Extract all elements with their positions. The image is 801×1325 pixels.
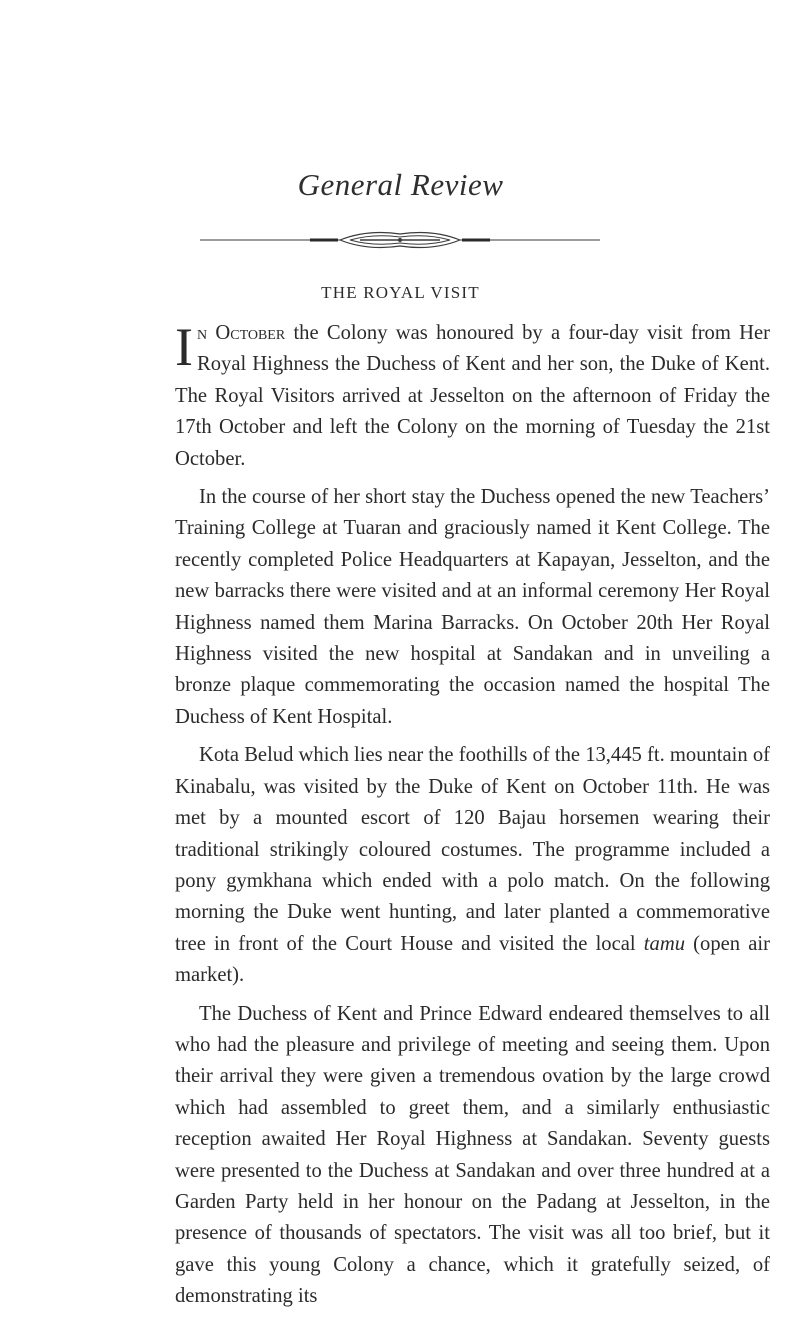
drop-cap: I [175, 317, 193, 377]
paragraph-3 [175, 740, 770, 991]
ornamental-divider [200, 228, 600, 252]
paragraph-2: In the course of her short stay the Duchess opened the new Teachers’ Training College at Tuaran and graciously named it Kent College. The recently completed Police Headquarters at Kapayan, Jesselton, and the new barracks there were visited and at an informal ceremony Her Royal Highness named them Marina Barracks. On October 20th Her Royal Highness visited the new hospital at Sandakan and in unveiling a bronze plaque commemorating the occasion named the hospital The Duchess of Kent Hospital. [175, 486, 770, 728]
paragraph-1 [175, 318, 770, 475]
paragraph-3-text-a: Kota Belud which lies near the foothills of the 13,445 ft. mountain of Kinabalu, was visited by the Duke of Kent on October 11th. He was met by a mounted escort of 120 Bajau horsemen wearing their traditional strikingly coloured costumes. The programme included a pony gymkhana which ended with a polo match. On the following morning the Duke went hunting, and later planted a commemorative tree in front of the Court House and visited the local [175, 744, 770, 955]
page-title: General Review [297, 167, 504, 202]
section-heading: THE ROYAL VISIT [321, 283, 480, 302]
paragraph-1-text: the Colony was honoured by a four-day visit from Her Royal Highness the Duchess of Kent and her son, the Duke of Kent. The Royal Visitors arrived at Jesselton on the afternoon of Friday the 17th October and left the Colony on the morning of Tuesday the 21st October. [175, 322, 770, 470]
paragraph-1-lead: n October [196, 322, 286, 344]
paragraph-3-text-b: (open air market). [175, 932, 770, 987]
article-body [175, 318, 770, 1320]
paragraph-4: The Duchess of Kent and Prince Edward endeared themselves to all who had the pleasure and privilege of meeting and seeing them. Upon their arrival they were given a tremendous ovation by the large crowd which had assembled to greet them, and a similarly enthusiastic reception awaited Her Royal Highness at Sandakan. Seventy guests were presented to the Duchess at Sandakan and over three hundred at a Garden Party held in her honour on the Padang at Jesselton, in the presence of thousands of spectators. The visit was all too brief, but it gave this young Colony a chance, which it gratefully seized, of demonstrating its [175, 1002, 770, 1308]
paragraph-3-italic-term: tamu [643, 932, 685, 955]
